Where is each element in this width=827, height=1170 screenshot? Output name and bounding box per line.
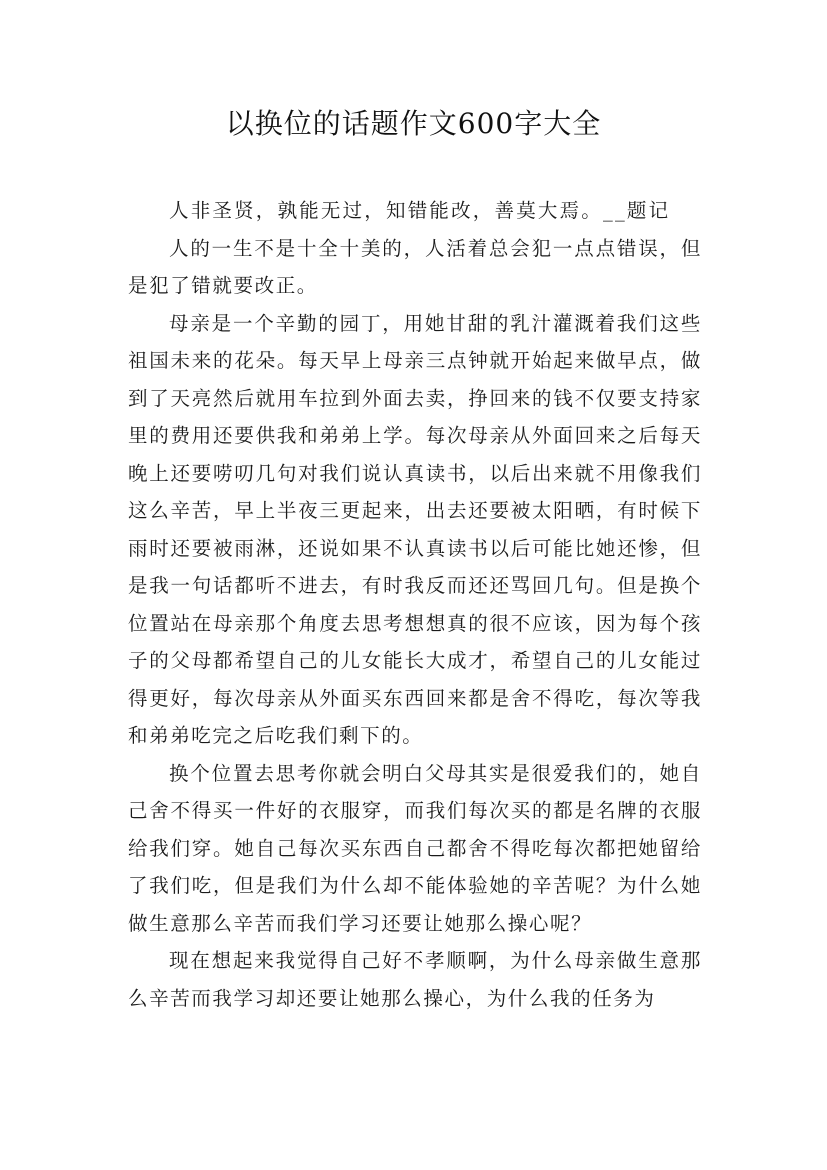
paragraph-intro: 人的一生不是十全十美的，人活着总会犯一点点错误，但是犯了错就要改正。: [128, 236, 702, 297]
paragraph-mother: 母亲是一个辛勤的园丁，用她甘甜的乳汁灌溉着我们这些祖国未来的花朵。每天早上母亲三点钟就开始起来做早点，做到了天亮然后就用车拉到外面去卖，挣回来的钱不仅要支持家里的费用还要供我和弟弟上学。每次母亲从外面回来之后每天晚上还要唠叨几句对我们说认真读书，以后出来就不用像我们这么辛苦，早上半夜三更起来，出去还要被太阳晒，有时候下雨时还要被雨淋，还说如果不认真读书以后可能比她还惨，但是我一句话都听不进去，有时我反而还还骂回几句。但是换个位置站在母亲那个角度去思考想想真的很不应该，因为每个孩子的父母都希望自己的儿女能长大成才，希望自己的儿女能过得更好，每次母亲从外面买东西回来都是舍不得吃，每次等我和弟弟吃完之后吃我们剩下的。: [128, 311, 702, 747]
document-body: [128, 192, 702, 1017]
document-title: 以换位的话题作文600字大全: [225, 107, 602, 140]
paragraph-reflection: 现在想起来我觉得自己好不孝顺啊，为什么母亲做生意那么辛苦而我学习却还要让她那么操心，为什么我的任务为: [128, 949, 702, 1010]
paragraph-motto: 人非圣贤，孰能无过，知错能改，善莫大焉。__题记: [169, 199, 671, 222]
paragraph-perspective: 换个位置去思考你就会明白父母其实是很爱我们的，她自己舍不得买一件好的衣服穿，而我们每次买的都是名牌的衣服给我们穿。她自己每次买东西自己都舍不得吃每次都把她留给了我们吃，但是我们为什么却不能体验她的辛苦呢？为什么她做生意那么辛苦而我们学习还要让她那么操心呢？: [128, 761, 702, 935]
